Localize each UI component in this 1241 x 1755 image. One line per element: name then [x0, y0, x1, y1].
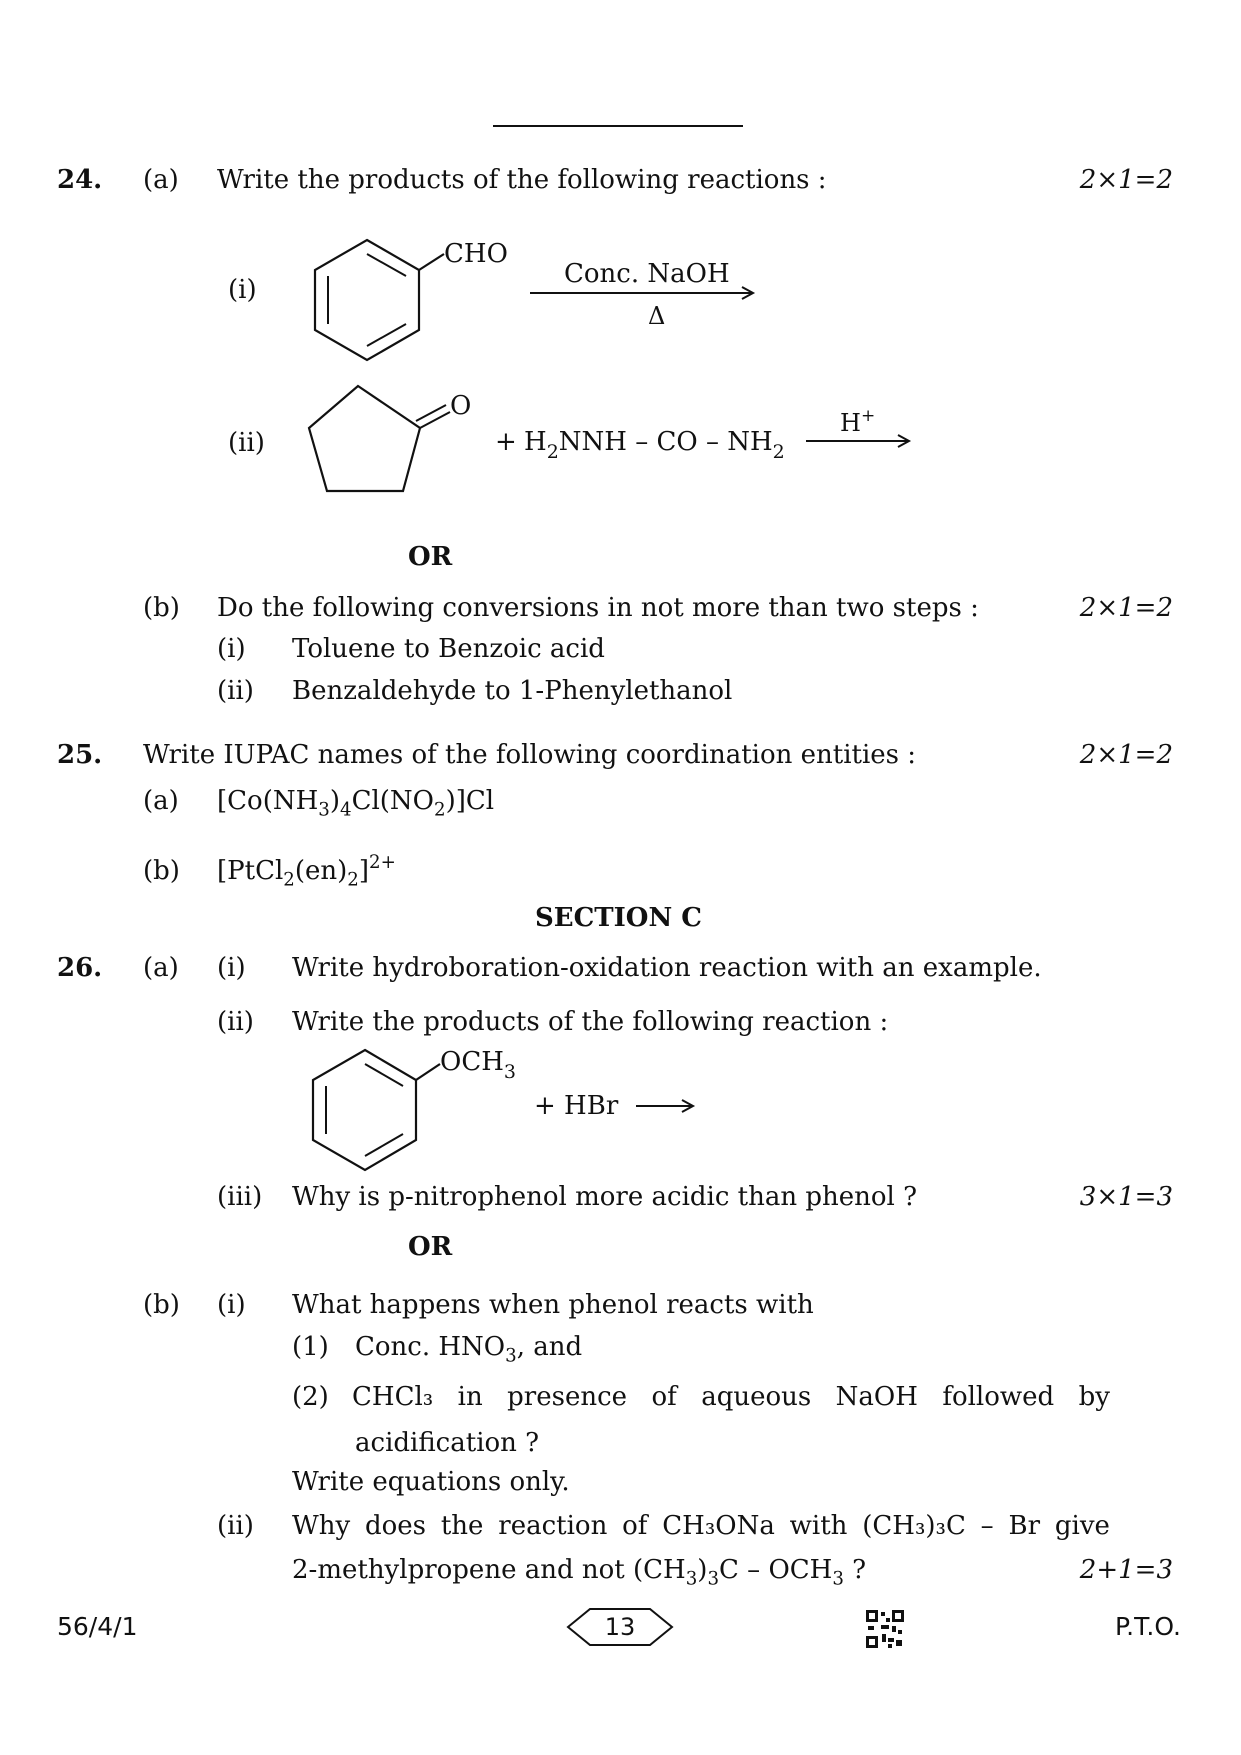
sub-label: (i): [228, 275, 257, 305]
or-divider: OR: [408, 1232, 453, 1262]
sub-label: (ii): [217, 1007, 254, 1037]
conversion-text: Benzaldehyde to 1-Phenylethanol: [292, 676, 733, 706]
marks: 2×1=2: [1079, 740, 1173, 770]
question-text: Do the following conversions in not more than two steps :: [217, 593, 979, 623]
part-label: (b): [143, 1290, 180, 1320]
question-number: 24.: [57, 165, 103, 195]
or-divider: OR: [408, 542, 453, 572]
sub-label: (2): [292, 1382, 329, 1412]
question-text: Why is p-nitrophenol more acidic than phenol ?: [292, 1182, 918, 1212]
sub-label: (ii): [228, 428, 265, 458]
reaction-condition: Conc. $HNO_3$, and: [355, 1332, 583, 1367]
question-text: Write hydroboration-oxidation reaction with an example.: [292, 953, 1042, 983]
marks: 3×1=3: [1079, 1182, 1173, 1212]
question-text: Write the products of the following reaction :: [292, 1007, 889, 1037]
page-number: 13: [604, 1613, 636, 1641]
section-heading: SECTION C: [535, 903, 702, 933]
part-label: (b): [143, 856, 180, 886]
reagent-label: + HBr: [534, 1091, 619, 1121]
complex-formula: $[PtCl_2(en)_2]^{2+}$: [217, 852, 396, 891]
sub-label: (ii): [217, 1511, 254, 1541]
question-text: Write the products of the following reactions :: [217, 165, 827, 195]
methoxy-group: $OCH_3$: [440, 1047, 516, 1083]
reagent-label: Conc. NaOH: [564, 259, 730, 289]
complex-formula: $[Co(NH_3)_4Cl(NO_2)]Cl$: [217, 786, 495, 821]
qr-code-icon: [866, 1610, 904, 1648]
marks: 2×1=2: [1079, 165, 1173, 195]
sub-label: (iii): [217, 1182, 263, 1212]
marks: 2×1=2: [1079, 593, 1173, 623]
question-text-continued: 2-methylpropene and not $(CH_3)_3C - OCH_3$ ?: [292, 1555, 867, 1590]
question-number: 25.: [57, 740, 103, 770]
plus-sign: +: [495, 427, 517, 457]
sub-label: (ii): [217, 676, 254, 706]
marks: 2+1=3: [1079, 1555, 1173, 1585]
sub-label: (i): [217, 1290, 246, 1320]
sub-label: (i): [217, 953, 246, 983]
question-number: 26.: [57, 953, 103, 983]
aldehyde-group: CHO: [444, 239, 508, 269]
reaction-condition-continued: acidification ?: [355, 1428, 540, 1458]
reaction-condition: CHCl₃ in presence of aqueous NaOH followed by: [352, 1382, 1110, 1412]
semicarbazide-formula: $H_2NNH$ – CO – $NH_2$: [524, 427, 785, 463]
conversion-text: Toluene to Benzoic acid: [292, 634, 605, 664]
part-label: (a): [143, 786, 179, 816]
instruction-text: Write equations only.: [292, 1467, 570, 1497]
heat-symbol: Δ: [648, 302, 666, 330]
carbonyl-oxygen: O: [450, 391, 472, 421]
part-label: (b): [143, 593, 180, 623]
question-text: What happens when phenol reacts with: [292, 1290, 814, 1320]
part-label: (a): [143, 953, 179, 983]
paper-code: 56/4/1: [57, 1612, 138, 1641]
please-turn-over: P.T.O.: [1115, 1612, 1181, 1641]
question-text: Why does the reaction of CH₃ONa with (CH₃)₃C – Br give: [292, 1511, 1110, 1541]
question-text: Write IUPAC names of the following coordination entities :: [143, 740, 917, 770]
sub-label: (1): [292, 1332, 329, 1362]
page-number-badge: [566, 1607, 674, 1647]
part-label: (a): [143, 165, 179, 195]
catalyst-label: H+: [840, 406, 876, 437]
sub-label: (i): [217, 634, 246, 664]
